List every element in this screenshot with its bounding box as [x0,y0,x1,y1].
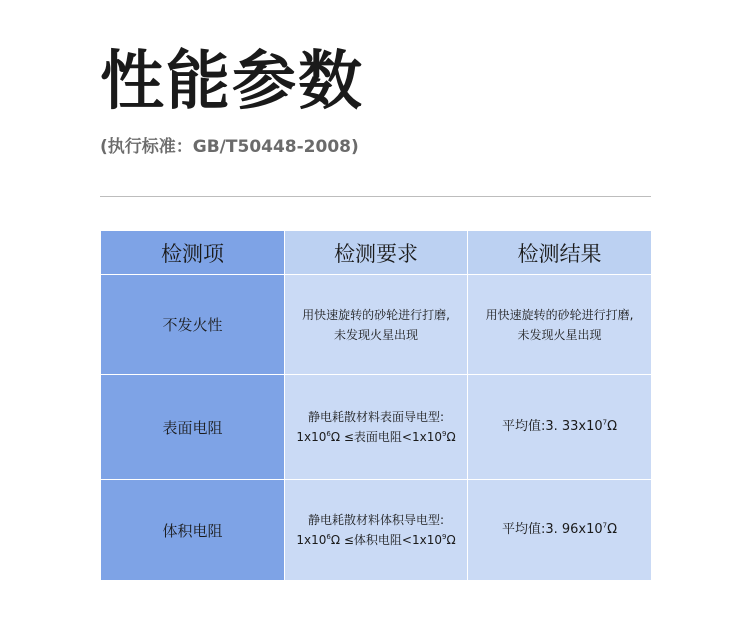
divider [100,196,651,197]
header-result: 检测结果 [468,231,652,275]
requirement-line: 未发现火星出现 [333,327,418,342]
result-cell [468,275,652,375]
requirement-line: 静电耗散材料表面导电型: [307,410,445,424]
header-item: 检测项 [101,231,285,275]
requirement-cell [285,275,468,375]
result-unit: Ω [607,522,618,537]
table-row [101,480,652,581]
result-cell [468,480,652,581]
range-upper-exp: 9 [441,533,447,541]
range-unit: Ω [446,533,456,547]
requirement-cell [285,480,468,581]
requirement-cell [285,375,468,480]
result-mantissa: 平均值:3. 96x10 [501,522,603,537]
range-lower: 1x10 [296,533,327,547]
requirement-line: 静电耗散材料体积导电型: [307,513,445,527]
item-cell: 表面电阻 [101,375,285,480]
table-row [101,375,652,480]
range-lower: 1x10 [296,430,327,444]
table-row [101,275,652,375]
range-unit: Ω [446,430,456,444]
result-value [470,417,649,437]
requirement-range [287,530,465,550]
spec-table [100,230,652,581]
page-title: 性能参数 [100,45,364,119]
result-line: 用快速旋转的砂轮进行打磨, [485,307,634,322]
result-line: 未发现火星出现 [517,327,602,342]
range-upper-exp: 9 [441,430,447,438]
header-requirement: 检测要求 [285,231,468,275]
result-cell [468,375,652,480]
result-exp: 7 [602,521,608,530]
requirement-range [287,427,465,447]
standard-note: (执行标准：GB/T50448-2008) [100,137,359,157]
result-mantissa: 平均值:3. 33x10 [501,419,603,434]
range-middle: Ω ≤体积电阻<1x10 [330,533,442,547]
range-lower-exp: 6 [326,533,331,541]
requirement-line: 用快速旋转的砂轮进行打磨, [302,307,450,322]
range-middle: Ω ≤表面电阻<1x10 [330,430,442,444]
item-cell: 不发火性 [101,275,285,375]
result-unit: Ω [607,419,618,434]
item-cell: 体积电阻 [101,480,285,581]
range-lower-exp: 6 [326,430,331,438]
table-header-row [101,231,652,275]
result-value [470,520,649,540]
result-exp: 7 [602,418,608,427]
